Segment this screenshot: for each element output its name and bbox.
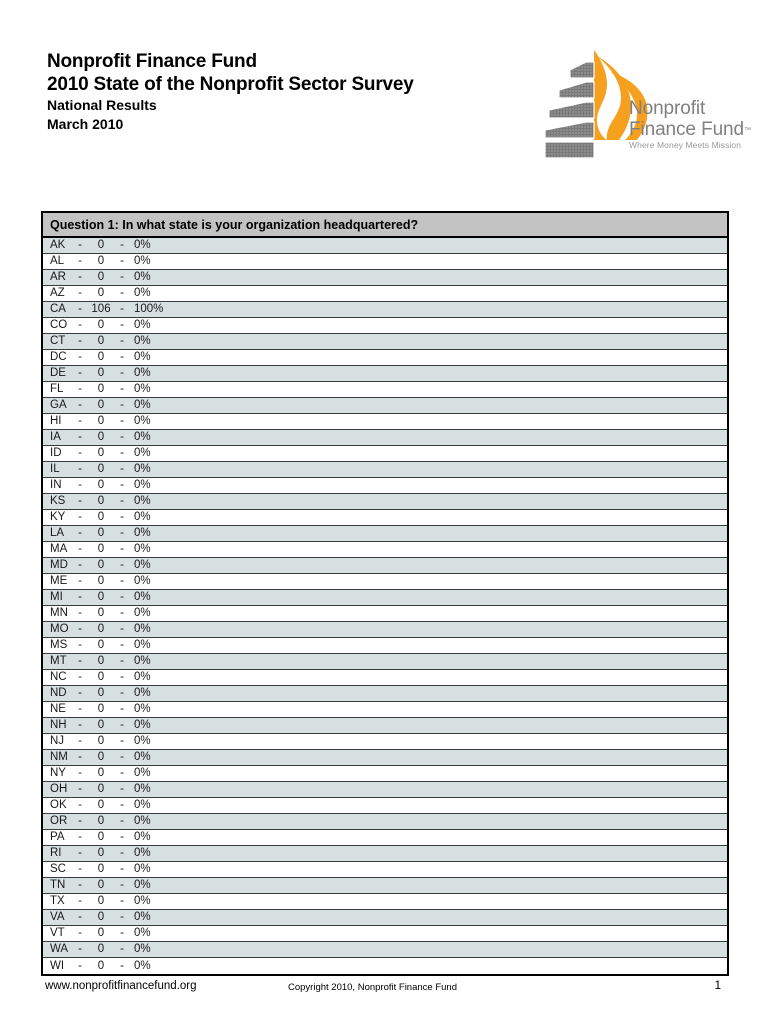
row-response-percent: 0% (134, 255, 151, 267)
row-separator: - (78, 719, 82, 731)
row-response-percent: 0% (134, 415, 151, 427)
row-separator: - (78, 431, 82, 443)
table-row (43, 270, 727, 286)
row-response-count: 0 (97, 287, 105, 299)
row-state-code: AK (50, 239, 66, 251)
row-state-code: CO (50, 319, 68, 331)
organization-name: Nonprofit Finance Fund (47, 51, 257, 72)
row-separator: - (78, 495, 82, 507)
row-response-percent: 0% (134, 319, 151, 331)
table-row (43, 942, 727, 958)
row-response-percent: 0% (134, 895, 151, 907)
row-response-count: 0 (97, 799, 105, 811)
row-response-count: 0 (97, 895, 105, 907)
row-response-count: 0 (97, 383, 105, 395)
row-separator: - (120, 255, 124, 267)
row-separator: - (120, 911, 124, 923)
row-response-percent: 0% (134, 399, 151, 411)
row-separator: - (120, 943, 124, 955)
row-response-count: 0 (97, 655, 105, 667)
row-separator: - (120, 367, 124, 379)
row-separator: - (78, 911, 82, 923)
row-separator: - (78, 335, 82, 347)
table-row (43, 654, 727, 670)
row-response-count: 0 (97, 783, 105, 795)
table-row (43, 238, 727, 254)
row-response-percent: 0% (134, 591, 151, 603)
row-state-code: FL (50, 383, 64, 395)
row-state-code: OH (50, 783, 68, 795)
table-row (43, 670, 727, 686)
footer-copyright: Copyright 2010, Nonprofit Finance Fund (288, 982, 457, 993)
row-separator: - (78, 943, 82, 955)
row-response-count: 0 (97, 367, 105, 379)
row-response-percent: 0% (134, 479, 151, 491)
row-response-count: 0 (97, 751, 105, 763)
table-row (43, 414, 727, 430)
table-row (43, 862, 727, 878)
row-response-count: 0 (97, 623, 105, 635)
row-response-percent: 0% (134, 511, 151, 523)
row-response-percent: 0% (134, 751, 151, 763)
row-state-code: HI (50, 415, 62, 427)
row-response-count: 0 (97, 719, 105, 731)
logo-tagline: Where Money Meets Mission (629, 140, 742, 150)
table-row (43, 846, 727, 862)
table-row (43, 318, 727, 334)
row-separator: - (120, 655, 124, 667)
row-response-count: 0 (97, 687, 105, 699)
row-separator: - (78, 351, 82, 363)
row-separator: - (120, 639, 124, 651)
table-row (43, 478, 727, 494)
row-separator: - (78, 367, 82, 379)
row-separator: - (78, 607, 82, 619)
row-separator: - (120, 831, 124, 843)
table-row (43, 766, 727, 782)
row-separator: - (78, 447, 82, 459)
table-row (43, 878, 727, 894)
row-state-code: MT (50, 655, 67, 667)
row-state-code: MD (50, 559, 68, 571)
row-state-code: GA (50, 399, 67, 411)
row-separator: - (120, 719, 124, 731)
row-separator: - (78, 895, 82, 907)
row-separator: - (78, 767, 82, 779)
row-response-percent: 0% (134, 943, 151, 955)
row-response-percent: 0% (134, 671, 151, 683)
row-separator: - (120, 607, 124, 619)
row-separator: - (120, 783, 124, 795)
table-row (43, 814, 727, 830)
row-response-count: 0 (97, 335, 105, 347)
row-separator: - (120, 543, 124, 555)
row-response-count: 0 (97, 447, 105, 459)
row-state-code: MI (50, 591, 63, 603)
row-separator: - (78, 703, 82, 715)
row-response-count: 0 (97, 415, 105, 427)
row-state-code: MN (50, 607, 68, 619)
row-state-code: NY (50, 767, 66, 779)
row-separator: - (78, 255, 82, 267)
logo-wordmark (629, 98, 751, 141)
row-state-code: MO (50, 623, 69, 635)
row-response-count: 0 (97, 591, 105, 603)
row-separator: - (120, 351, 124, 363)
row-separator: - (78, 831, 82, 843)
row-response-percent: 0% (134, 431, 151, 443)
row-separator: - (120, 815, 124, 827)
row-response-percent: 0% (134, 847, 151, 859)
row-separator: - (78, 527, 82, 539)
table-row (43, 446, 727, 462)
row-response-percent: 0% (134, 447, 151, 459)
row-state-code: AL (50, 255, 65, 267)
table-row (43, 830, 727, 846)
row-response-count: 0 (97, 479, 105, 491)
row-separator: - (120, 463, 124, 475)
row-response-percent: 0% (134, 271, 151, 283)
row-response-count: 0 (97, 255, 105, 267)
table-row (43, 750, 727, 766)
row-separator: - (120, 335, 124, 347)
row-separator: - (78, 623, 82, 635)
table-row (43, 382, 727, 398)
report-subtitle: National Results (47, 97, 157, 113)
footer-website-url[interactable]: www.nonprofitfinancefund.org (45, 980, 197, 992)
table-row (43, 254, 727, 270)
row-state-code: ND (50, 687, 67, 699)
row-separator: - (120, 879, 124, 891)
row-separator: - (120, 239, 124, 251)
table-row (43, 526, 727, 542)
logo-word-line1: Nonprofit (629, 98, 706, 119)
table-row (43, 334, 727, 350)
row-state-code: ME (50, 575, 68, 587)
row-state-code: PA (50, 831, 65, 843)
row-response-percent: 0% (134, 335, 151, 347)
row-response-count: 106 (91, 303, 111, 315)
row-separator: - (120, 447, 124, 459)
table-row (43, 574, 727, 590)
row-separator: - (78, 511, 82, 523)
row-state-code: KS (50, 495, 66, 507)
row-separator: - (78, 383, 82, 395)
row-separator: - (120, 383, 124, 395)
row-separator: - (78, 399, 82, 411)
row-response-percent: 0% (134, 703, 151, 715)
row-response-percent: 0% (134, 879, 151, 891)
row-response-percent: 0% (134, 799, 151, 811)
row-state-code: NE (50, 703, 66, 715)
table-row (43, 686, 727, 702)
row-state-code: ID (50, 447, 62, 459)
row-separator: - (120, 271, 124, 283)
table-row (43, 462, 727, 478)
table-row (43, 638, 727, 654)
row-state-code: IA (50, 431, 61, 443)
row-separator: - (120, 703, 124, 715)
row-state-code: CT (50, 335, 66, 347)
row-response-count: 0 (97, 847, 105, 859)
report-date: March 2010 (47, 116, 124, 132)
row-response-percent: 0% (134, 623, 151, 635)
row-response-count: 0 (97, 431, 105, 443)
row-response-percent: 0% (134, 767, 151, 779)
row-state-code: NM (50, 751, 68, 763)
row-response-count: 0 (97, 927, 105, 939)
trademark-symbol: ™ (743, 127, 751, 134)
row-separator: - (120, 431, 124, 443)
row-separator: - (78, 863, 82, 875)
table-row (43, 894, 727, 910)
logo-word-line2-text: Finance Fund (629, 119, 744, 140)
row-response-percent: 0% (134, 863, 151, 875)
row-response-count: 0 (97, 607, 105, 619)
row-response-percent: 0% (134, 367, 151, 379)
row-state-code: VT (50, 927, 65, 939)
row-response-percent: 0% (134, 927, 151, 939)
row-response-percent: 0% (134, 687, 151, 699)
row-separator: - (78, 287, 82, 299)
row-response-count: 0 (97, 639, 105, 651)
table-row (43, 926, 727, 942)
row-response-count: 0 (97, 511, 105, 523)
row-separator: - (78, 927, 82, 939)
row-separator: - (120, 687, 124, 699)
row-state-code: VA (50, 911, 65, 923)
row-separator: - (78, 879, 82, 891)
row-response-count: 0 (97, 495, 105, 507)
table-row (43, 366, 727, 382)
row-separator: - (120, 735, 124, 747)
row-response-percent: 0% (134, 783, 151, 795)
row-response-percent: 0% (134, 287, 151, 299)
table-row (43, 302, 727, 318)
row-separator: - (120, 623, 124, 635)
row-separator: - (120, 511, 124, 523)
row-separator: - (120, 847, 124, 859)
question-header: Question 1: In what state is your organization headquartered? (43, 213, 727, 238)
row-state-code: WI (50, 959, 65, 972)
logo-word-line2 (629, 119, 751, 141)
nonprofit-finance-fund-logo (545, 48, 751, 188)
row-separator: - (78, 655, 82, 667)
row-response-count: 0 (97, 863, 105, 875)
table-row (43, 622, 727, 638)
table-row (43, 782, 727, 798)
row-response-count: 0 (97, 575, 105, 587)
row-response-percent: 0% (134, 575, 151, 587)
row-separator: - (78, 303, 82, 315)
table-row (43, 702, 727, 718)
row-state-code: KY (50, 511, 66, 523)
row-separator: - (78, 783, 82, 795)
row-separator: - (78, 799, 82, 811)
row-separator: - (78, 815, 82, 827)
row-separator: - (78, 463, 82, 475)
row-separator: - (78, 591, 82, 603)
row-response-count: 0 (97, 959, 105, 972)
table-row (43, 798, 727, 814)
row-response-count: 0 (97, 527, 105, 539)
row-state-code: LA (50, 527, 65, 539)
row-state-code: OR (50, 815, 68, 827)
row-response-percent: 0% (134, 911, 151, 923)
row-separator: - (78, 543, 82, 555)
row-separator: - (120, 959, 124, 972)
row-state-code: NJ (50, 735, 65, 747)
row-response-count: 0 (97, 943, 105, 955)
row-state-code: NH (50, 719, 67, 731)
row-response-count: 0 (97, 703, 105, 715)
row-state-code: MS (50, 639, 68, 651)
row-response-count: 0 (97, 767, 105, 779)
row-state-code: AZ (50, 287, 65, 299)
row-response-count: 0 (97, 735, 105, 747)
table-row (43, 510, 727, 526)
row-response-percent: 0% (134, 351, 151, 363)
row-separator: - (78, 735, 82, 747)
table-row (43, 718, 727, 734)
row-response-percent: 0% (134, 495, 151, 507)
row-separator: - (78, 271, 82, 283)
table-row (43, 558, 727, 574)
footer-page-number: 1 (714, 980, 721, 992)
row-separator: - (120, 559, 124, 571)
row-response-percent: 0% (134, 239, 151, 251)
table-row (43, 542, 727, 558)
row-response-percent: 0% (134, 463, 151, 475)
row-response-count: 0 (97, 671, 105, 683)
row-response-count: 0 (97, 319, 105, 331)
row-separator: - (120, 287, 124, 299)
row-response-percent: 0% (134, 607, 151, 619)
row-separator: - (120, 863, 124, 875)
results-row-list (43, 238, 727, 974)
table-row (43, 286, 727, 302)
table-row (43, 734, 727, 750)
row-response-percent: 0% (134, 831, 151, 843)
row-response-percent: 0% (134, 559, 151, 571)
table-row (43, 398, 727, 414)
row-state-code: WA (50, 943, 69, 955)
row-separator: - (120, 575, 124, 587)
row-separator: - (78, 847, 82, 859)
row-state-code: SC (50, 863, 66, 875)
row-response-percent: 0% (134, 655, 151, 667)
row-response-count: 0 (97, 559, 105, 571)
row-state-code: TX (50, 895, 65, 907)
row-separator: - (78, 575, 82, 587)
row-state-code: TN (50, 879, 66, 891)
row-response-percent: 0% (134, 815, 151, 827)
row-separator: - (120, 927, 124, 939)
row-response-percent: 0% (134, 543, 151, 555)
row-state-code: IN (50, 479, 62, 491)
row-separator: - (120, 895, 124, 907)
row-separator: - (78, 959, 82, 972)
row-separator: - (120, 495, 124, 507)
survey-results-table (41, 211, 729, 976)
row-response-count: 0 (97, 399, 105, 411)
row-state-code: NC (50, 671, 67, 683)
table-row (43, 910, 727, 926)
table-row (43, 430, 727, 446)
table-row (43, 350, 727, 366)
row-separator: - (78, 687, 82, 699)
row-state-code: IL (50, 463, 60, 475)
row-response-count: 0 (97, 543, 105, 555)
row-response-count: 0 (97, 463, 105, 475)
row-separator: - (120, 799, 124, 811)
row-state-code: CA (50, 303, 66, 315)
document-header (47, 50, 751, 190)
row-separator: - (78, 479, 82, 491)
row-response-count: 0 (97, 879, 105, 891)
row-separator: - (78, 415, 82, 427)
table-row (43, 494, 727, 510)
table-row (43, 606, 727, 622)
row-response-percent: 0% (134, 719, 151, 731)
row-response-count: 0 (97, 815, 105, 827)
row-separator: - (120, 591, 124, 603)
table-row (43, 590, 727, 606)
row-response-percent: 0% (134, 639, 151, 651)
row-response-count: 0 (97, 911, 105, 923)
row-separator: - (120, 671, 124, 683)
row-separator: - (78, 751, 82, 763)
row-response-percent: 0% (134, 735, 151, 747)
report-title: 2010 State of the Nonprofit Sector Survey (47, 74, 414, 95)
row-separator: - (120, 319, 124, 331)
row-separator: - (120, 527, 124, 539)
row-state-code: OK (50, 799, 67, 811)
row-response-count: 0 (97, 831, 105, 843)
row-state-code: AR (50, 271, 66, 283)
row-separator: - (78, 559, 82, 571)
row-response-count: 0 (97, 351, 105, 363)
table-row (43, 958, 727, 974)
row-separator: - (78, 671, 82, 683)
row-separator: - (120, 479, 124, 491)
row-state-code: DE (50, 367, 66, 379)
row-separator: - (78, 239, 82, 251)
row-response-percent: 100% (134, 303, 164, 315)
row-separator: - (120, 767, 124, 779)
row-response-percent: 0% (134, 959, 151, 972)
row-response-count: 0 (97, 239, 105, 251)
row-separator: - (78, 319, 82, 331)
row-separator: - (78, 639, 82, 651)
row-separator: - (120, 303, 124, 315)
row-separator: - (120, 415, 124, 427)
row-state-code: DC (50, 351, 67, 363)
document-footer (45, 980, 725, 1000)
row-state-code: MA (50, 543, 68, 555)
row-separator: - (120, 751, 124, 763)
row-response-count: 0 (97, 271, 105, 283)
row-response-percent: 0% (134, 383, 151, 395)
title-block (47, 50, 414, 134)
row-state-code: RI (50, 847, 62, 859)
row-separator: - (120, 399, 124, 411)
row-response-percent: 0% (134, 527, 151, 539)
